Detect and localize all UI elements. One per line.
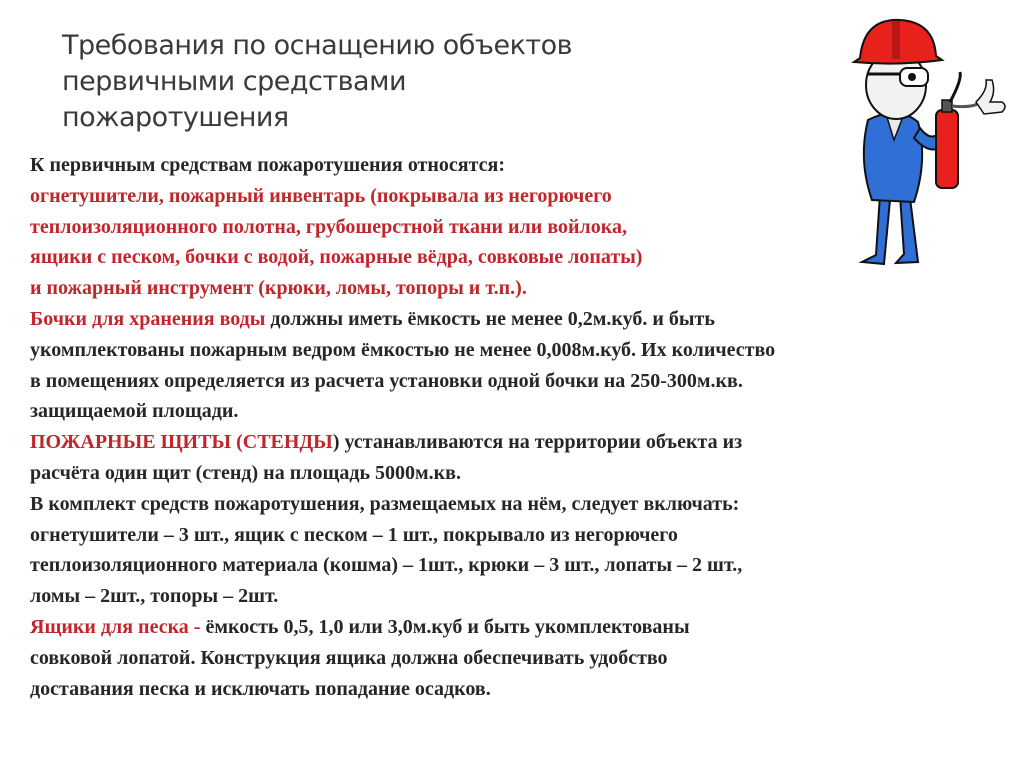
barrels-line: укомплектованы пожарным ведром ёмкостью не менее 0,008м.куб. Их количество — [30, 338, 776, 361]
shields-heading: ПОЖАРНЫЕ ЩИТЫ (СТЕНДЫ — [30, 431, 333, 454]
shields-line: огнетушители – 3 шт., ящик с песком – 1 шт., покрывало из негорючего — [30, 523, 678, 546]
sand-line: доставания песка и исключать попадание осадков. — [30, 677, 491, 700]
title-line-3: пожаротушения — [62, 102, 289, 133]
red-list-line: огнетушители, пожарный инвентарь (покрывала из негорючего — [30, 184, 612, 207]
red-list-line: ящики с песком, бочки с водой, пожарные вёдра, совковые лопаты) — [30, 246, 643, 269]
barrels-line: в помещениях определяется из расчета установки одной бочки на 250-300м.кв. — [30, 369, 743, 392]
sand-text: ёмкость 0,5, 1,0 или 3,0м.куб и быть укомплектованы — [200, 615, 690, 638]
title-line-1: Требования по оснащению объектов — [62, 30, 573, 61]
intro-line: К первичным средствам пожаротушения относятся: — [30, 154, 506, 176]
barrels-heading: Бочки для хранения воды — [30, 307, 266, 330]
title-line-2: первичными средствами — [62, 66, 406, 97]
barrels-line: защищаемой площади. — [30, 400, 239, 423]
shields-line: теплоизоляционного материала (кошма) – 1шт., крюки – 3 шт., лопаты – 2 шт., — [30, 554, 743, 577]
sand-heading: Ящики для песка - — [30, 615, 201, 638]
shields-line: В комплект средств пожаротушения, размещаемых на нём, следует включать: — [30, 492, 740, 515]
barrels-text: должны иметь ёмкость не менее 0,2м.куб. и быть — [265, 307, 715, 330]
body-text — [30, 150, 1005, 704]
red-list-line: и пожарный инструмент (крюки, ломы, топоры и т.п.). — [30, 277, 527, 300]
sand-line: совковой лопатой. Конструкция ящика должна обеспечивать удобство — [30, 646, 668, 669]
sand-first-line — [30, 612, 1005, 643]
slide-title — [62, 28, 662, 136]
shields-first-line — [30, 427, 1005, 458]
shields-line: ломы – 2шт., топоры – 2шт. — [30, 585, 279, 608]
red-list-line: теплоизоляционного полотна, грубошерстной ткани или войлока, — [30, 215, 627, 238]
shields-text: ) устанавливаются на территории объекта из — [332, 431, 743, 454]
barrels-first-line — [30, 304, 1005, 335]
shields-line: расчёта один щит (стенд) на площадь 5000м.кв. — [30, 461, 461, 484]
